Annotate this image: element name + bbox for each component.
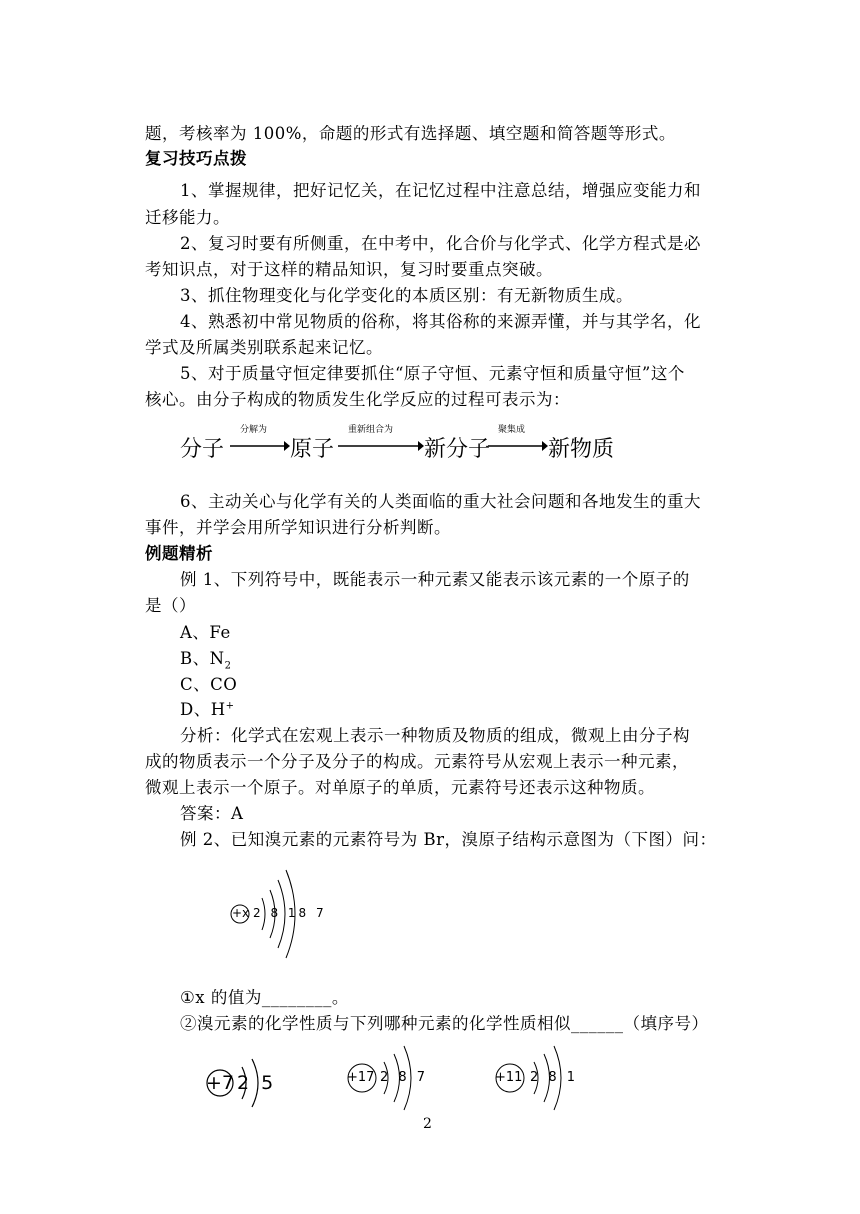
arrow-icon — [338, 440, 424, 452]
text-line: 1、掌握规律，把好记忆关，在记忆过程中注意总结，增强应变能力和 — [180, 181, 701, 200]
option-a: A、Fe — [180, 623, 231, 642]
question-2: ②溴元素的化学性质与下列哪种元素的化学性质相似______（填序号） — [180, 1014, 709, 1033]
page-number: 2 — [423, 1116, 432, 1132]
bromine-atom-diagram — [226, 862, 336, 962]
text-line: 考知识点，对于这样的精品知识，复习时要重点突破。 — [145, 260, 553, 279]
shell-electrons: 2 8 7 — [380, 1070, 429, 1085]
shell-electrons: 2 5 — [237, 1072, 277, 1094]
text-line: 学式及所属类别联系起来记忆。 — [145, 338, 383, 357]
shell-electrons: 2 8 18 7 — [253, 906, 327, 920]
text-line: 3、抓住物理变化与化学变化的本质区别：有无新物质生成。 — [180, 286, 633, 305]
option-c: C、CO — [180, 675, 238, 694]
arrow-label-decompose: 分解为 — [240, 425, 268, 435]
text-line: 分析：化学式在宏观上表示一种物质及物质的组成，微观上由分子构 — [180, 726, 690, 745]
option-b: B、$N_2$ — [180, 649, 232, 672]
text-line: 核心。由分子构成的物质发生化学反应的过程可表示为： — [145, 390, 570, 409]
arrow-label-recombine: 重新组合为 — [348, 425, 394, 435]
atom-diagram-option-3 — [490, 1040, 580, 1120]
arrow-label-aggregate: 聚集成 — [498, 425, 526, 435]
atom-diagram-option-1 — [200, 1045, 280, 1125]
text-line: 事件，并学会用所学知识进行分析判断。 — [145, 518, 451, 537]
question-1: ①x 的值为________。 — [180, 988, 349, 1007]
text-line: 6、主动关心与化学有关的人类面临的重大社会问题和各地发生的重大 — [180, 492, 701, 511]
term-atom: 原子 — [290, 437, 335, 462]
text-line: 迁移能力。 — [145, 208, 230, 227]
text-line: 2、复习时要有所侧重，在中考中，化合价与化学式、化学方程式是必 — [180, 234, 701, 253]
nucleus-label: +7 — [206, 1072, 235, 1094]
text-line: 成的物质表示一个分子及分子的构成。元素符号从宏观上表示一种元素， — [145, 752, 689, 771]
text-line: 例 1、下列符号中，既能表示一种元素又能表示该元素的一个原子的 — [180, 570, 690, 589]
nucleus-label: +x — [232, 906, 250, 920]
term-new-molecule: 新分子 — [424, 437, 491, 462]
text-line: 5、对于质量守恒定律要抓住“原子守恒、元素守恒和质量守恒”这个 — [180, 364, 685, 383]
arrow-icon — [230, 440, 290, 452]
text-line: 题，考核率为 100%，命题的形式有选择题、填空题和简答题等形式。 — [145, 124, 676, 143]
text-line: 是（） — [145, 596, 196, 615]
term-new-substance: 新物质 — [548, 437, 615, 462]
nucleus-label: +17 — [347, 1070, 375, 1085]
text-line: 4、熟悉初中常见物质的俗称，将其俗称的来源弄懂，并与其学名，化 — [180, 312, 701, 331]
arrow-icon — [488, 440, 548, 452]
shell-electrons: 2 8 1 — [530, 1070, 579, 1085]
text-line: 例 2、已知溴元素的元素符号为 Br，溴原子结构示意图为（下图）问： — [180, 830, 717, 849]
nucleus-label: +11 — [495, 1070, 523, 1085]
answer-line: 答案：A — [180, 804, 244, 823]
text-line: 微观上表示一个原子。对单原子的单质，元素符号还表示这种物质。 — [145, 778, 655, 797]
reaction-process-diagram — [180, 420, 620, 468]
term-molecule: 分子 — [180, 437, 225, 462]
option-d: D、H+ — [180, 700, 235, 719]
section-heading-examples: 例题精析 — [145, 544, 213, 563]
atom-diagram-option-2 — [340, 1040, 430, 1120]
section-heading-review-tips: 复习技巧点拨 — [145, 149, 247, 168]
